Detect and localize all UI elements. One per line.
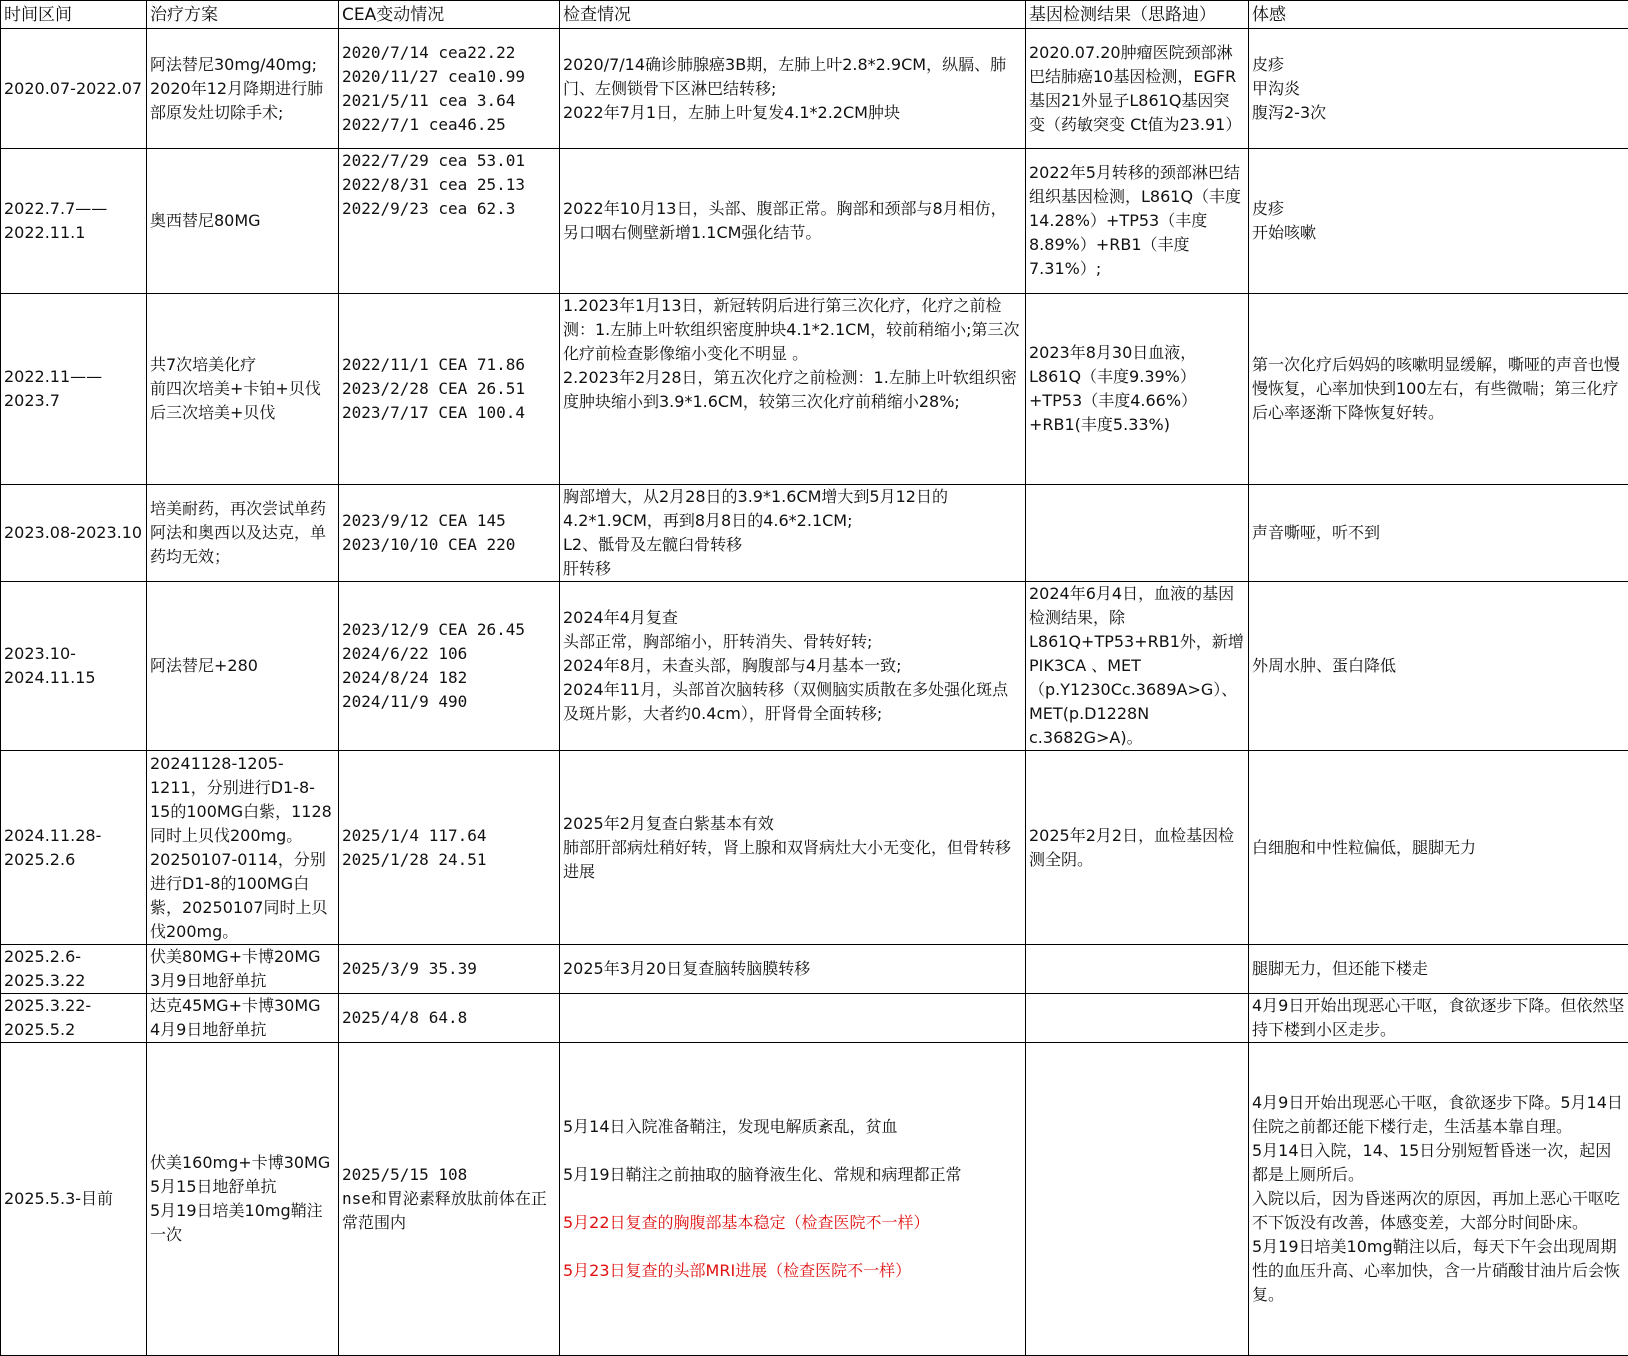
cea-cell: 2025/5/15 108 nse和胃泌素释放肽前体在正常范围内	[339, 1043, 560, 1356]
exam-cell	[560, 1043, 1026, 1356]
gene-cell: 2024年6月4日，血液的基因检测结果，除L861Q+TP53+RB1外，新增PIK3CA 、MET（p.Y1230Cc.3689A>G）、MET(p.D1228N c.3682G>A)。	[1026, 582, 1249, 751]
exam-cell: 2025年3月20日复查脑转脑膜转移	[560, 945, 1026, 994]
period-cell: 2020.07-2022.07	[1, 29, 147, 149]
period-cell: 2022.7.7—— 2022.11.1	[1, 149, 147, 294]
exam-cell: 1.2023年1月13日，新冠转阴后进行第三次化疗，化疗之前检测：1.左肺上叶软组织密度肿块4.1*2.1CM，较前稍缩小;第三次化疗前检查影像缩小变化不明显 。 2.2023年2月28日，第五次化疗之前检测：1.左肺上叶软组织密度肿块缩小到3.9*1.6CM，较第三次化疗前稍缩小28%;	[560, 294, 1026, 485]
table-row	[1, 945, 1628, 994]
period-cell: 2025.3.22- 2025.5.2	[1, 994, 147, 1043]
period-cell: 2023.10- 2024.11.15	[1, 582, 147, 751]
treatment-cell: 奥西替尼80MG	[147, 149, 339, 294]
exam-line-highlight: 5月22日复查的胸腹部基本稳定（检查医院不一样）	[563, 1211, 1022, 1235]
period-cell: 2022.11—— 2023.7	[1, 294, 147, 485]
table-row	[1, 994, 1628, 1043]
header-row	[1, 1, 1628, 29]
treatment-cell: 伏美160mg+卡博30MG 5月15日地舒单抗 5月19日培美10mg鞘注一次	[147, 1043, 339, 1356]
table-row	[1, 294, 1628, 485]
period-cell: 2025.2.6- 2025.3.22	[1, 945, 147, 994]
feeling-cell: 皮疹 甲沟炎 腹泻2-3次	[1249, 29, 1628, 149]
feeling-cell: 4月9日开始出现恶心干呕，食欲逐步下降。但依然坚持下楼到小区走步。	[1249, 994, 1628, 1043]
exam-cell	[560, 994, 1026, 1043]
exam-line: 5月14日入院准备鞘注，发现电解质紊乱，贫血	[563, 1115, 1022, 1139]
gene-cell	[1026, 1043, 1249, 1356]
period-cell: 2024.11.28- 2025.2.6	[1, 751, 147, 945]
header-cea: CEA变动情况	[339, 1, 560, 29]
feeling-cell: 声音嘶哑，听不到	[1249, 485, 1628, 582]
treatment-cell: 阿法替尼30mg/40mg; 2020年12月降期进行肺部原发灶切除手术;	[147, 29, 339, 149]
exam-cell: 2025年2月复查白紫基本有效 肺部肝部病灶稍好转，肾上腺和双肾病灶大小无变化，但骨转移进展	[560, 751, 1026, 945]
table-row	[1, 582, 1628, 751]
exam-cell: 2024年4月复查 头部正常，胸部缩小，肝转消失、骨转好转; 2024年8月，未查头部，胸腹部与4月基本一致; 2024年11月，头部首次脑转移（双侧脑实质散在多处强化斑点及斑片影，大者约0.4cm），肝肾骨全面转移;	[560, 582, 1026, 751]
cea-cell: 2020/7/14 cea22.22 2020/11/27 cea10.99 2021/5/11 cea 3.64 2022/7/1 cea46.25	[339, 29, 560, 149]
header-gene: 基因检测结果（思路迪）	[1026, 1, 1249, 29]
table-row	[1, 751, 1628, 945]
period-cell: 2023.08-2023.10	[1, 485, 147, 582]
feeling-cell: 外周水肿、蛋白降低	[1249, 582, 1628, 751]
treatment-cell: 培美耐药，再次尝试单药阿法和奥西以及达克，单药均无效；	[147, 485, 339, 582]
gene-cell: 2022年5月转移的颈部淋巴结组织基因检测，L861Q（丰度14.28%）+TP53（丰度8.89%）+RB1（丰度7.31%）;	[1026, 149, 1249, 294]
header-period: 时间区间	[1, 1, 147, 29]
treatment-cell: 阿法替尼+280	[147, 582, 339, 751]
cea-cell: 2022/11/1 CEA 71.86 2023/2/28 CEA 26.51 2023/7/17 CEA 100.4	[339, 294, 560, 485]
cea-cell: 2025/4/8 64.8	[339, 994, 560, 1043]
feeling-cell: 腿脚无力，但还能下楼走	[1249, 945, 1628, 994]
exam-line-highlight: 5月23日复查的头部MRI进展（检查医院不一样）	[563, 1259, 1022, 1283]
cea-cell: 2023/12/9 CEA 26.45 2024/6/22 106 2024/8/24 182 2024/11/9 490	[339, 582, 560, 751]
table-row	[1, 1043, 1628, 1356]
gene-cell: 2025年2月2日，血检基因检测全阴。	[1026, 751, 1249, 945]
treatment-cell: 达克45MG+卡博30MG 4月9日地舒单抗	[147, 994, 339, 1043]
table-row	[1, 29, 1628, 149]
exam-line: 5月19日鞘注之前抽取的脑脊液生化、常规和病理都正常	[563, 1163, 1022, 1187]
treatment-cell: 共7次培美化疗 前四次培美+卡铂+贝伐 后三次培美+贝伐	[147, 294, 339, 485]
exam-cell: 2020/7/14确诊肺腺癌3B期，左肺上叶2.8*2.9CM，纵膈、肺门、左侧锁骨下区淋巴结转移; 2022年7月1日，左肺上叶复发4.1*2.2CM肿块	[560, 29, 1026, 149]
header-exam: 检查情况	[560, 1, 1026, 29]
header-feeling: 体感	[1249, 1, 1628, 29]
cea-cell: 2022/7/29 cea 53.01 2022/8/31 cea 25.13 2022/9/23 cea 62.3	[339, 149, 560, 294]
table-row	[1, 485, 1628, 582]
treatment-cell: 20241128-1205-1211，分别进行D1-8-15的100MG白紫，1128同时上贝伐200mg。20250107-0114，分别进行D1-8的100MG白紫，20250107同时上贝伐200mg。	[147, 751, 339, 945]
gene-cell	[1026, 994, 1249, 1043]
header-treatment: 治疗方案	[147, 1, 339, 29]
period-cell: 2025.5.3-目前	[1, 1043, 147, 1356]
gene-cell	[1026, 485, 1249, 582]
feeling-cell: 皮疹 开始咳嗽	[1249, 149, 1628, 294]
treatment-cell: 伏美80MG+卡博20MG 3月9日地舒单抗	[147, 945, 339, 994]
cea-cell: 2025/3/9 35.39	[339, 945, 560, 994]
feeling-cell: 第一次化疗后妈妈的咳嗽明显缓解，嘶哑的声音也慢慢恢复，心率加快到100左右，有些微喘；第三化疗后心率逐渐下降恢复好转。	[1249, 294, 1628, 485]
cea-cell: 2025/1/4 117.64 2025/1/28 24.51	[339, 751, 560, 945]
feeling-cell: 4月9日开始出现恶心干呕，食欲逐步下降。5月14日住院之前都还能下楼行走，生活基本靠自理。 5月14日入院，14、15日分别短暂昏迷一次，起因都是上厕所后。 入院以后，因为昏迷两次的原因，再加上恶心干呕吃不下饭没有改善，体感变差，大部分时间卧床。 5月19日培美10mg鞘注以后，每天下午会出现周期性的血压升高、心率加快，含一片硝酸甘油片后会恢复。	[1249, 1043, 1628, 1356]
gene-cell: 2020.07.20肿瘤医院颈部淋巴结肺癌10基因检测，EGFR基因21外显子L861Q基因突变（药敏突变 Ct值为23.91）	[1026, 29, 1249, 149]
gene-cell	[1026, 945, 1249, 994]
table-row	[1, 149, 1628, 294]
exam-cell: 胸部增大，从2月28日的3.9*1.6CM增大到5月12日的4.2*1.9CM，再到8月8日的4.6*2.1CM; L2、骶骨及左髋臼骨转移 肝转移	[560, 485, 1026, 582]
gene-cell: 2023年8月30日血液，L861Q（丰度9.39%）+TP53（丰度4.66%）+RB1(丰度5.33%)	[1026, 294, 1249, 485]
exam-cell: 2022年10月13日，头部、腹部正常。胸部和颈部与8月相仿，另口咽右侧壁新增1.1CM强化结节。	[560, 149, 1026, 294]
cea-cell: 2023/9/12 CEA 145 2023/10/10 CEA 220	[339, 485, 560, 582]
feeling-cell: 白细胞和中性粒偏低，腿脚无力	[1249, 751, 1628, 945]
